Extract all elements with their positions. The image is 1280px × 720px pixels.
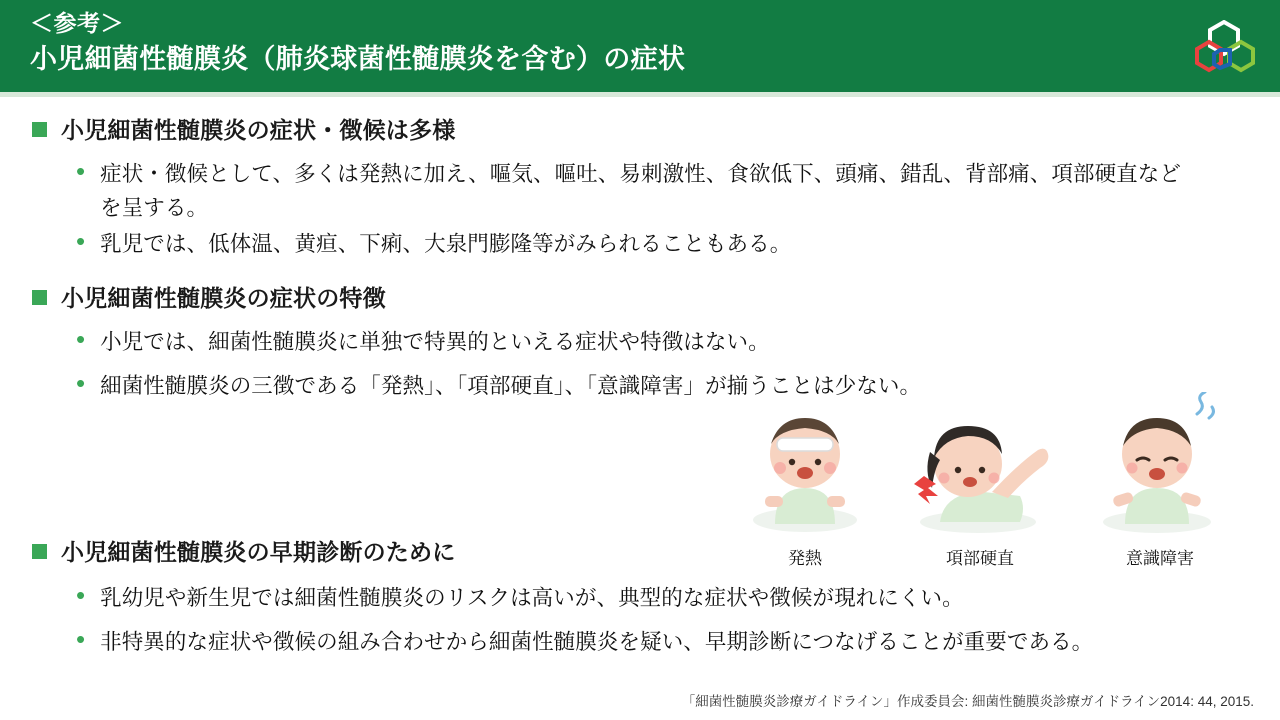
list-item — [76, 325, 1196, 359]
slide-header — [0, 0, 1280, 92]
figure-consciousness-caption: 意識障害 — [1126, 549, 1194, 568]
child-neck-stiffness-illustration — [900, 392, 1040, 537]
square-bullet-icon — [32, 122, 47, 137]
dot-bullet-icon: • — [76, 226, 86, 256]
list-item — [76, 157, 1196, 225]
dot-bullet-icon: • — [76, 624, 86, 654]
list-item-text: 乳幼児や新生児では細菌性髄膜炎のリスクは高いが、典型的な症状や徴候が現れにくい。 — [100, 586, 964, 610]
section-heading-2-label: 小児細菌性髄膜炎の症状の特徴 — [61, 285, 386, 311]
dot-bullet-icon: • — [76, 324, 86, 354]
symptom-illustrations — [735, 392, 1205, 567]
figure-fever-caption: 発熱 — [788, 549, 822, 568]
header-title-block — [30, 8, 685, 78]
hexagon-logo — [1194, 20, 1256, 76]
figure-neck-stiffness-caption: 項部硬直 — [946, 549, 1014, 568]
list-item — [76, 227, 1196, 261]
child-consciousness-disorder-illustration — [1085, 392, 1225, 537]
source-citation: 「細菌性髄膜炎診療ガイドライン」作成委員会: 細菌性髄膜炎診療ガイドライン2014: 44, 2015. — [681, 694, 1254, 709]
list-item-text: 症状・徴候として、多くは発熱に加え、嘔気、嘔吐、易刺激性、食欲低下、頭痛、錯乱、背部痛、項部硬直などを呈する。 — [100, 162, 1181, 220]
slide-body — [0, 97, 1280, 720]
dot-bullet-icon: • — [76, 580, 86, 610]
square-bullet-icon — [32, 544, 47, 559]
list-item-text: 非特異的な症状や徴候の組み合わせから細菌性髄膜炎を疑い、早期診断につなげることが重要である。 — [100, 630, 1094, 654]
section-heading-2 — [32, 283, 386, 313]
dot-bullet-icon: • — [76, 156, 86, 186]
dot-bullet-icon: • — [76, 368, 86, 398]
section-heading-3 — [32, 537, 455, 567]
list-item-text: 小児では、細菌性髄膜炎に単独で特異的といえる症状や特徴はない。 — [100, 330, 770, 354]
section-heading-3-label: 小児細菌性髄膜炎の早期診断のために — [61, 539, 456, 565]
child-fever-illustration — [735, 392, 875, 537]
square-bullet-icon — [32, 290, 47, 305]
page-title: 小児細菌性髄膜炎（肺炎球菌性髄膜炎を含む）の症状 — [30, 44, 686, 74]
list-item — [76, 625, 1246, 659]
section-heading-1-label: 小児細菌性髄膜炎の症状・徴候は多様 — [61, 117, 456, 143]
list-item — [76, 581, 1236, 615]
section-heading-1 — [32, 115, 455, 145]
header-subtitle: ＜参考＞ — [30, 10, 124, 36]
list-item-text: 細菌性髄膜炎の三徴である「発熱」、「項部硬直」、「意識障害」が揃うことは少ない。 — [100, 374, 922, 398]
list-item-text: 乳児では、低体温、黄疸、下痢、大泉門膨隆等がみられることもある。 — [100, 232, 792, 256]
